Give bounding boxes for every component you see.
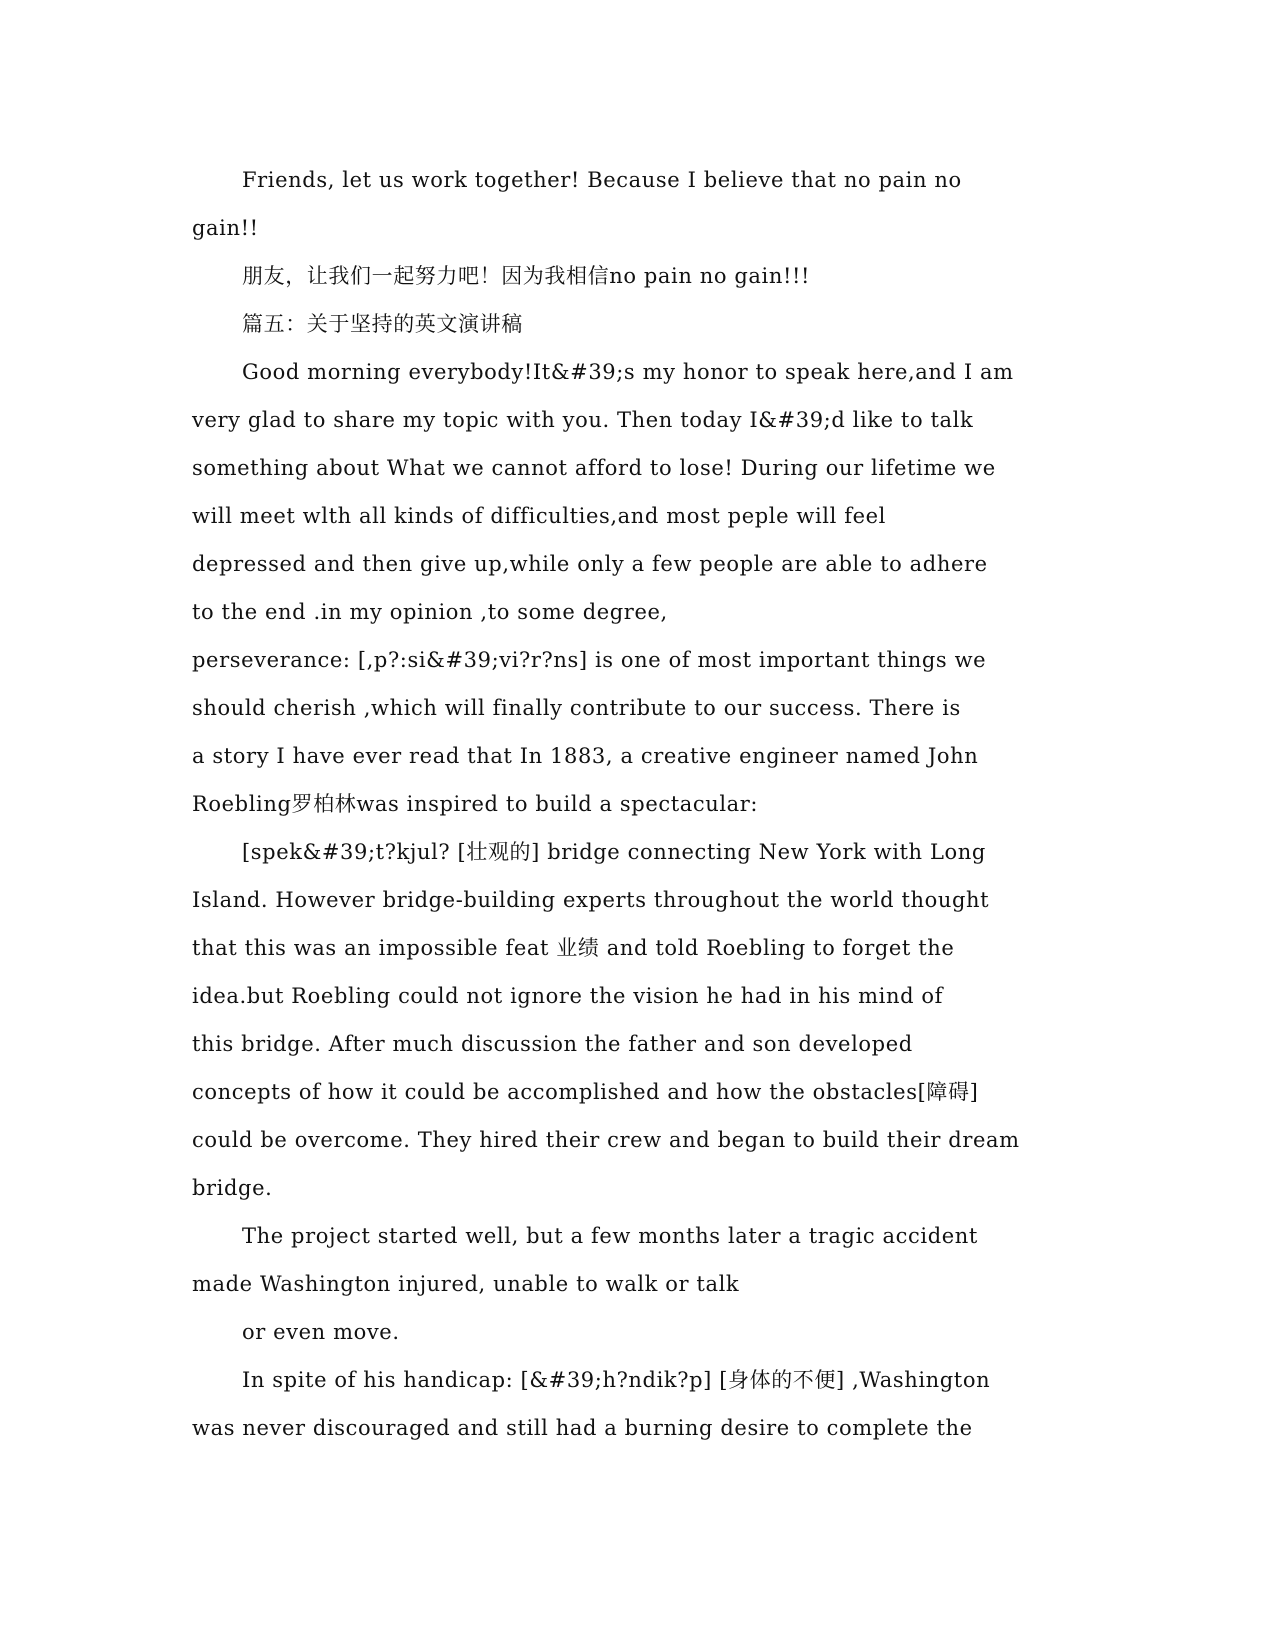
text-line: something about What we cannot afford to lose! During our lifetime we (192, 456, 996, 480)
text-line: to the end .in my opinion ,to some degree, (192, 600, 668, 624)
text-line: could be overcome. They hired their crew and began to build their dream (192, 1128, 1020, 1152)
text-line: made Washington injured, unable to walk or talk (192, 1272, 740, 1296)
text-line: 朋友，让我们一起努力吧！因为我相信no pain no gain!!! (242, 264, 811, 288)
text-line: idea.but Roebling could not ignore the vision he had in his mind of (192, 984, 944, 1008)
text-line: this bridge. After much discussion the father and son developed (192, 1032, 913, 1056)
text-line: perseverance: [,p?:si&#39;vi?r?ns] is one of most important things we (192, 648, 987, 672)
text-line: should cherish ,which will finally contribute to our success. There is (192, 696, 961, 720)
text-line: depressed and then give up,while only a few people are able to adhere (192, 552, 988, 576)
text-line: Island. However bridge-building experts throughout the world thought (192, 888, 990, 912)
text-line: concepts of how it could be accomplished and how the obstacles[障碍] (192, 1080, 979, 1104)
section-heading: 篇五：关于坚持的英文演讲稿 (242, 312, 523, 336)
text-line: In spite of his handicap: [&#39;h?ndik?p] [身体的不便] ,Washington (242, 1368, 991, 1392)
text-line: very glad to share my topic with you. Then today I&#39;d like to talk (192, 408, 974, 432)
text-line: Roebling罗柏林was inspired to build a spectacular: (192, 792, 759, 816)
text-line: Good morning everybody!It&#39;s my honor to speak here,and I am (242, 360, 1014, 384)
text-line: [spek&#39;t?kjul? [壮观的] bridge connecting New York with Long (242, 840, 986, 864)
text-line: Friends, let us work together! Because I believe that no pain no (242, 168, 962, 192)
text-line: gain!! (192, 216, 259, 240)
text-line: or even move. (242, 1320, 400, 1344)
text-line: bridge. (192, 1176, 273, 1200)
text-line: that this was an impossible feat 业绩 and told Roebling to forget the (192, 936, 955, 960)
text-line: was never discouraged and still had a burning desire to complete the (192, 1416, 973, 1440)
text-line: The project started well, but a few months later a tragic accident (242, 1224, 978, 1248)
text-line: will meet wlth all kinds of difficulties,and most peple will feel (192, 504, 886, 528)
text-line: a story I have ever read that In 1883, a creative engineer named John (192, 744, 979, 768)
